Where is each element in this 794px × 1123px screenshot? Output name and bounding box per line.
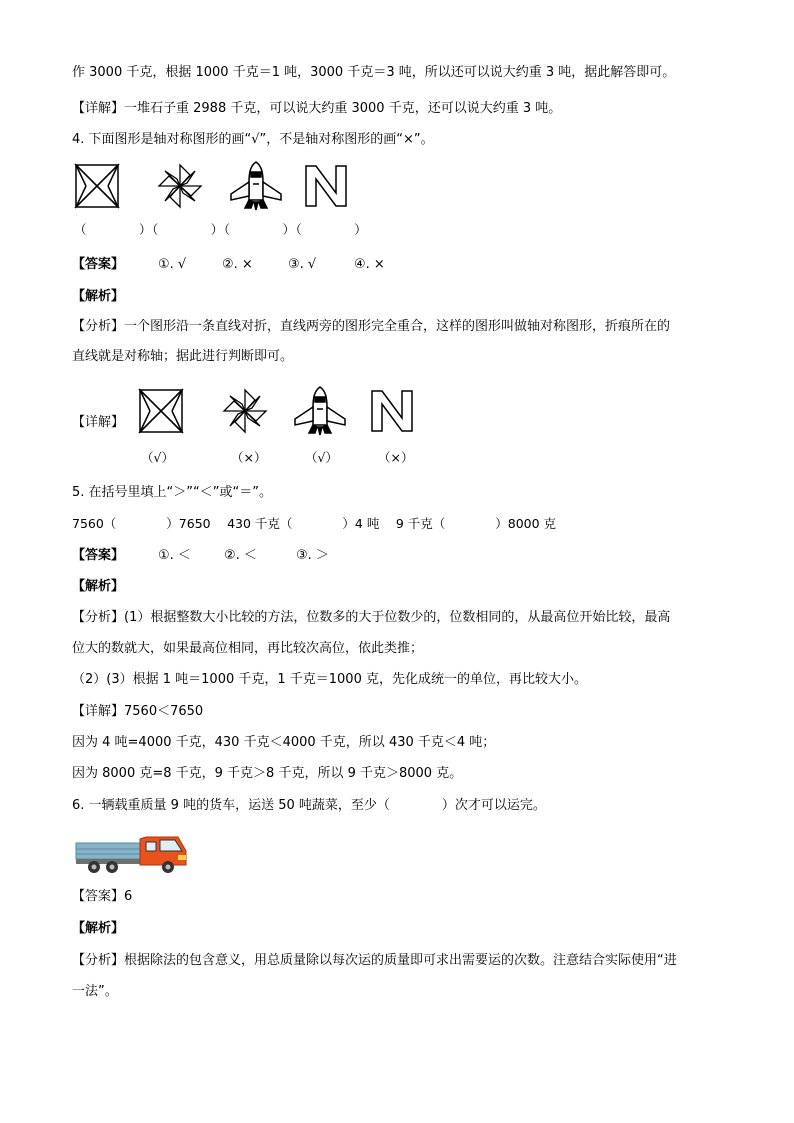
- detail-mark-1: （√）: [141, 450, 174, 465]
- fenxi-line: 位大的数就大，如果最高位相同，再比较次高位，依此类推；: [72, 641, 424, 656]
- airplane-icon: [292, 385, 348, 437]
- answer-2: ②. ＜: [224, 548, 257, 563]
- fenxi-line: 一法”。: [72, 984, 118, 999]
- x-pattern-icon: [74, 163, 120, 209]
- answer-1: ①. ＜: [158, 548, 191, 563]
- question-5: 5. 在括号里填上“＞”“＜”或“＝”。: [72, 485, 272, 500]
- detail-label: 【详解】: [72, 415, 125, 430]
- jiexi-label: 【解析】: [72, 579, 125, 594]
- answer-1: ①. √: [158, 257, 187, 272]
- fenxi-line: （2）(3）根据 1 吨＝1000 千克，1 千克＝1000 克，先化成统一的单位，再比较大小。: [72, 672, 587, 687]
- detail-mark-2: （×）: [231, 450, 267, 465]
- answer-3: ③. ＞: [296, 548, 329, 563]
- answer-4: ④. ×: [354, 257, 385, 272]
- question-4: 4. 下面图形是轴对称图形的画“√”，不是轴对称图形的画“×”。: [72, 132, 434, 147]
- detail-mark-4: （×）: [378, 450, 414, 465]
- detail-line: 【详解】7560＜7650: [72, 704, 204, 719]
- detail-line: 因为 4 吨=4000 千克，430 千克＜4000 千克，所以 430 千克＜4 吨；: [72, 735, 496, 750]
- truck-icon: [74, 829, 190, 875]
- answer-2: ②. ×: [222, 257, 253, 272]
- text-line: 作 3000 千克，根据 1000 千克＝1 吨，3000 千克＝3 吨，所以还可以说大约重 3 吨，据此解答即可。: [72, 65, 676, 80]
- fenxi-line: 【分析】一个图形沿一条直线对折，直线两旁的图形完全重合，这样的图形叫做轴对称图形，折痕所在的: [72, 319, 671, 334]
- q5-items: 7560（ ）7650 430 千克（ ）4 吨 9 千克（ ）8000 克: [72, 516, 557, 531]
- answer-line: 【答案】6: [72, 889, 133, 904]
- detail-line: 【详解】一堆石子重 2988 千克，可以说大约重 3000 千克，还可以说大约重 3 吨。: [72, 101, 562, 116]
- x-pattern-icon: [138, 388, 184, 434]
- pinwheel-icon: [222, 388, 268, 434]
- detail-mark-3: （√）: [305, 450, 338, 465]
- answer-label: 【答案】: [72, 548, 125, 563]
- jiexi-label: 【解析】: [72, 921, 125, 936]
- question-6: 6. 一辆载重质量 9 吨的货车，运送 50 吨蔬菜，至少（ ）次才可以运完。: [72, 798, 546, 813]
- fenxi-line: 直线就是对称轴；据此进行判断即可。: [72, 349, 294, 364]
- airplane-icon: [228, 160, 284, 212]
- detail-line: 因为 8000 克=8 千克，9 千克＞8 千克，所以 9 千克＞8000 克。: [72, 766, 463, 781]
- answer-3: ③. √: [288, 257, 317, 272]
- letter-n-icon: [303, 163, 349, 209]
- answer-label: 【答案】: [72, 257, 125, 272]
- fenxi-line: 【分析】根据除法的包含意义，用总质量除以每次运的质量即可求出需要运的次数。注意结合实际使用“进: [72, 953, 677, 968]
- pinwheel-icon: [157, 163, 203, 209]
- jiexi-label: 【解析】: [72, 289, 125, 304]
- q4-blanks: （ ）（ ）（ ）（ ）: [74, 222, 368, 237]
- fenxi-line: 【分析】(1）根据整数大小比较的方法，位数多的大于位数少的，位数相同的，从最高位开始比较，最高: [72, 610, 671, 625]
- letter-n-icon: [369, 388, 415, 434]
